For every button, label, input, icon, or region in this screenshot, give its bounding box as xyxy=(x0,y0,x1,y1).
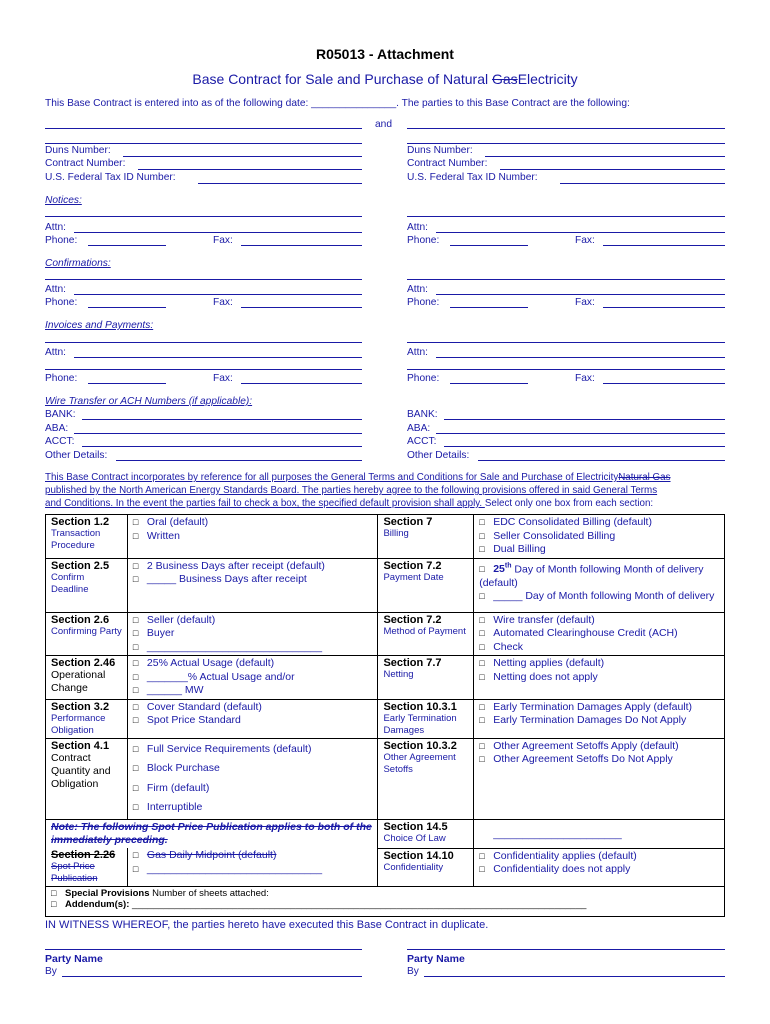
etd-not-apply-option[interactable]: □ Early Termination Damages Do Not Apply xyxy=(479,714,687,726)
checkbox-icon[interactable]: □ xyxy=(132,530,139,541)
invoices-a-phone-field[interactable] xyxy=(88,383,166,384)
section-14-5-cell: Section 14.5 Choice Of Law xyxy=(378,819,474,848)
notices-b-fax-label: Fax: xyxy=(575,235,595,246)
checkbox-icon[interactable]: □ xyxy=(479,658,485,668)
notices-a-fax-field[interactable] xyxy=(241,245,362,246)
confirmations-b-attn-field[interactable] xyxy=(436,294,725,295)
invoices-b-phone-label: Phone: xyxy=(407,373,440,384)
checkbox-icon[interactable]: □ xyxy=(132,658,139,668)
notices-a-phone-field[interactable] xyxy=(88,245,166,246)
checkbox-icon[interactable]: □ xyxy=(132,628,139,638)
wire-a-bank-field[interactable] xyxy=(82,419,362,420)
section-10-3-1-cell: Section 10.3.1 Early Termination Damages xyxy=(378,699,474,738)
checkbox-icon[interactable]: □ xyxy=(479,530,485,541)
party-a-address-line[interactable] xyxy=(45,143,362,144)
section-2-46-cell: Section 2.46 Operational Change xyxy=(46,656,128,700)
interruptible-option[interactable]: □ Interruptible xyxy=(133,798,373,818)
section-7-cell: Section 7 Billing xyxy=(378,515,474,559)
cover-standard-option[interactable]: □ Cover Standard (default) xyxy=(132,700,262,713)
confirmations-b-attn-label: Attn: xyxy=(407,284,428,295)
invoices-heading: Invoices and Payments: xyxy=(45,320,154,331)
notices-a-line[interactable] xyxy=(45,216,362,217)
block-purchase-option[interactable]: □ Block Purchase xyxy=(133,759,373,779)
confirmations-a-attn-label: Attn: xyxy=(45,284,66,295)
party-a-name-label: Party Name xyxy=(45,953,103,965)
buyer-option[interactable]: □ Buyer xyxy=(132,627,175,639)
party-a-signature-line[interactable] xyxy=(45,949,362,950)
incorporation-line-2: published by the North American Energy Standards Board. The parties hereby agree to the following provisions offered in said General Terms xyxy=(45,485,658,496)
table-row xyxy=(46,848,725,887)
checkbox-icon[interactable]: □ xyxy=(479,564,485,574)
notices-heading: Notices: xyxy=(45,195,82,206)
section-2-5-cell: Section 2.5 Confirm Deadline xyxy=(46,558,128,612)
checkbox-icon[interactable]: □ xyxy=(479,517,485,527)
section-7-7-cell: Section 7.7 Netting xyxy=(378,656,474,700)
checkbox-icon[interactable]: □ xyxy=(132,782,139,793)
party-b-duns-label: Duns Number: xyxy=(407,145,473,156)
invoices-a-phone-label: Phone: xyxy=(45,373,78,384)
wire-a-other-field[interactable] xyxy=(116,460,362,461)
checkbox-icon[interactable]: □ xyxy=(132,574,139,584)
edc-billing-option[interactable]: □ EDC Consolidated Billing (default) xyxy=(479,516,652,528)
usage-25-option[interactable]: □ 25% Actual Usage (default) xyxy=(132,657,275,669)
checkbox-icon[interactable]: □ xyxy=(479,754,485,764)
checkbox-icon[interactable]: □ xyxy=(132,802,139,812)
wire-a-acct-label: ACCT: xyxy=(45,436,75,447)
document-subtitle: Base Contract for Sale and Purchase of Natural GasElectricity xyxy=(192,71,578,87)
notices-a-attn-field[interactable] xyxy=(74,232,362,233)
checkbox-icon[interactable]: □ xyxy=(132,517,139,527)
etd-apply-option[interactable]: □ Early Termination Damages Apply (default) xyxy=(479,700,693,713)
netting-applies-option[interactable]: □ Netting applies (default) xyxy=(479,657,605,669)
wire-b-acct-label: ACCT: xyxy=(407,436,437,447)
section-7-2-method-cell: Section 7.2 Method of Payment xyxy=(378,612,474,656)
wire-b-bank-label: BANK: xyxy=(407,409,438,420)
invoices-b-phone-field[interactable] xyxy=(450,383,528,384)
notices-b-line[interactable] xyxy=(407,216,725,217)
confirmations-a-fax-field[interactable] xyxy=(241,307,362,308)
table-row xyxy=(46,887,725,917)
party-a-tax-field[interactable] xyxy=(198,183,362,184)
section-2-26-cell: Section 2.26 Spot Price Publication xyxy=(46,848,128,887)
special-provisions-cell xyxy=(46,887,725,917)
invoices-a-attn-label: Attn: xyxy=(45,347,66,358)
table-row xyxy=(46,612,725,656)
check-option[interactable]: □ Check xyxy=(479,640,523,653)
party-a-tax-label: U.S. Federal Tax ID Number: xyxy=(45,172,176,183)
table-row xyxy=(46,656,725,700)
confirmations-b-fax-field[interactable] xyxy=(603,307,725,308)
party-b-tax-field[interactable] xyxy=(560,183,725,184)
usage-custom-option[interactable]: □ _______% Actual Usage and/or xyxy=(132,670,295,683)
firm-option[interactable]: □ Firm (default) xyxy=(133,779,373,799)
table-row xyxy=(46,699,725,738)
party-b-duns-field[interactable] xyxy=(485,156,725,157)
section-1-2-cell: Section 1.2 Transaction Procedure xyxy=(46,515,128,559)
confidentiality-not-apply-option[interactable]: □ Confidentiality does not apply xyxy=(479,863,631,875)
notices-a-phone-label: Phone: xyxy=(45,235,78,246)
invoices-b-fax-field[interactable] xyxy=(603,383,725,384)
confirmations-b-phone-field[interactable] xyxy=(450,307,528,308)
section-2-6-cell: Section 2.6 Confirming Party xyxy=(46,612,128,656)
notices-b-attn-field[interactable] xyxy=(436,232,725,233)
wire-b-aba-field[interactable] xyxy=(436,433,725,434)
checkbox-icon[interactable]: □ xyxy=(132,743,139,754)
special-provisions-option[interactable]: □ Special Provisions Number of sheets attached: xyxy=(51,888,269,899)
two-days-option[interactable]: □ 2 Business Days after receipt (default) xyxy=(132,559,325,572)
confirmations-a-phone-field[interactable] xyxy=(88,307,166,308)
checkbox-icon[interactable]: □ xyxy=(479,614,485,625)
party-a-name-line[interactable] xyxy=(45,128,362,129)
checkbox-icon[interactable]: □ xyxy=(479,740,485,751)
wire-a-acct-field[interactable] xyxy=(82,446,362,447)
checkbox-icon[interactable]: □ xyxy=(51,899,57,909)
full-service-option[interactable]: □ Full Service Requirements (default) xyxy=(133,740,373,760)
notices-a-attn-label: Attn: xyxy=(45,222,66,233)
confirmations-a-line[interactable] xyxy=(45,279,362,280)
section-10-3-2-cell: Section 10.3.2 Other Agreement Setoffs xyxy=(378,738,474,819)
checkbox-icon[interactable]: □ xyxy=(132,641,139,652)
dual-billing-option[interactable]: □ Dual Billing xyxy=(479,543,546,555)
confirmations-b-line[interactable] xyxy=(407,279,725,280)
table-row xyxy=(46,738,725,819)
party-a-duns-label: Duns Number: xyxy=(45,145,111,156)
confirmations-a-fax-label: Fax: xyxy=(213,297,233,308)
party-a-duns-field[interactable] xyxy=(123,156,362,157)
wire-a-other-label: Other Details: xyxy=(45,450,108,461)
choice-of-law-field[interactable]: ______________________ xyxy=(493,827,622,840)
checkbox-icon[interactable]: □ xyxy=(132,614,139,625)
section-4-1-cell: Section 4.1 Contract Quantity and Obligation xyxy=(46,738,128,819)
section-7-2-payment-date-cell: Section 7.2 Payment Date xyxy=(378,558,474,612)
checkbox-icon[interactable]: □ xyxy=(132,671,139,682)
checkbox-icon[interactable]: □ xyxy=(479,544,485,554)
checkbox-icon[interactable]: □ xyxy=(479,701,485,712)
wire-b-aba-label: ABA: xyxy=(407,423,431,434)
checkbox-icon[interactable]: □ xyxy=(132,701,139,712)
invoices-b-attn-label: Attn: xyxy=(407,347,428,358)
party-b-tax-label: U.S. Federal Tax ID Number: xyxy=(407,172,538,183)
mw-option[interactable]: □ ______ MW xyxy=(132,684,204,696)
checkbox-icon[interactable]: □ xyxy=(132,715,139,725)
table-row xyxy=(46,558,725,612)
confirmations-a-phone-label: Phone: xyxy=(45,297,78,308)
intro-text: This Base Contract is entered into as of the following date: _______________. The parties to this Base Contract are the following: xyxy=(45,98,630,109)
party-b-by-field[interactable] xyxy=(424,976,725,977)
confirmations-a-attn-field[interactable] xyxy=(74,294,362,295)
wire-a-aba-label: ABA: xyxy=(45,423,69,434)
party-a-by-label: By xyxy=(45,966,57,977)
incorporation-line-3: and Conditions. In the event the parties fail to check a box, the specified default provision shall apply. Select only one box from each section: xyxy=(45,498,654,509)
checkbox-icon[interactable]: □ xyxy=(479,591,485,601)
notices-b-fax-field[interactable] xyxy=(603,245,725,246)
notices-b-phone-label: Phone: xyxy=(407,235,440,246)
25th-day-option[interactable]: □ 25th Day of Month following Month of delivery (default) xyxy=(479,562,704,589)
written-option[interactable]: □ Written xyxy=(132,529,180,542)
invoices-a-line2[interactable] xyxy=(45,369,362,370)
notices-b-attn-label: Attn: xyxy=(407,222,428,233)
witness-text: IN WITNESS WHEREOF, the parties hereto have executed this Base Contract in duplicate. xyxy=(45,919,489,931)
spot-price-note-cell: Note: The following Spot Price Publication applies to both of the immediately preceding. xyxy=(46,819,378,848)
party-b-signature-line[interactable] xyxy=(407,949,725,950)
addendum-option[interactable]: □ Addendum(s): ______________________________________________________________________________________ xyxy=(51,899,587,910)
checkbox-icon[interactable]: □ xyxy=(479,628,485,638)
checkbox-icon[interactable]: □ xyxy=(479,864,485,874)
confirmations-b-fax-label: Fax: xyxy=(575,297,595,308)
wire-b-other-label: Other Details: xyxy=(407,450,470,461)
party-b-by-label: By xyxy=(407,966,419,977)
invoices-b-attn-field[interactable] xyxy=(436,357,725,358)
wire-b-acct-field[interactable] xyxy=(444,446,725,447)
confirmations-b-phone-label: Phone: xyxy=(407,297,440,308)
checkbox-icon[interactable]: □ xyxy=(479,850,485,861)
setoffs-not-apply-option[interactable]: □ Other Agreement Setoffs Do Not Apply xyxy=(479,753,673,765)
party-b-address-line[interactable] xyxy=(407,143,725,144)
wire-heading: Wire Transfer or ACH Numbers (if applicable): xyxy=(45,396,253,407)
checkbox-icon[interactable]: □ xyxy=(479,641,485,652)
notices-a-fax-label: Fax: xyxy=(213,235,233,246)
invoices-b-line2[interactable] xyxy=(407,369,725,370)
checkbox-icon[interactable]: □ xyxy=(132,850,139,860)
invoices-a-fax-label: Fax: xyxy=(213,373,233,384)
invoices-b-line[interactable] xyxy=(407,342,725,343)
checkbox-icon[interactable]: □ xyxy=(479,715,485,725)
checkbox-icon[interactable]: □ xyxy=(132,560,139,571)
document-title: R05013 - Attachment xyxy=(316,46,454,62)
spot-price-option[interactable]: □ Spot Price Standard xyxy=(132,714,241,726)
section-14-10-cell: Section 14.10 Confidentiality xyxy=(378,848,474,887)
invoices-a-line[interactable] xyxy=(45,342,362,343)
ach-option[interactable]: □ Automated Clearinghouse Credit (ACH) xyxy=(479,627,678,639)
checkbox-icon[interactable]: □ xyxy=(51,888,57,898)
wire-a-bank-label: BANK: xyxy=(45,409,76,420)
invoices-a-attn-field[interactable] xyxy=(74,357,362,358)
table-row xyxy=(46,819,725,848)
confirmations-heading: Confirmations: xyxy=(45,258,111,269)
party-b-contract-label: Contract Number: xyxy=(407,158,488,169)
custom-days-option[interactable]: □ _____ Business Days after receipt xyxy=(132,573,307,585)
party-b-name-label: Party Name xyxy=(407,953,465,965)
party-b-contract-field[interactable] xyxy=(500,169,725,170)
confidentiality-applies-option[interactable]: □ Confidentiality applies (default) xyxy=(479,849,637,862)
wire-option[interactable]: □ Wire transfer (default) xyxy=(479,613,595,626)
table-row xyxy=(46,515,725,559)
oral-option[interactable]: □ Oral (default) xyxy=(132,516,209,528)
and-label: and xyxy=(375,119,392,130)
incorporation-line-1: This Base Contract incorporates by reference for all purposes the General Terms and Conditions for Sale and Purchase of ElectricityNatural Gas xyxy=(45,472,671,483)
checkbox-icon[interactable]: □ xyxy=(479,671,485,682)
seller-option[interactable]: □ Seller (default) xyxy=(132,613,216,626)
wire-b-other-field[interactable] xyxy=(478,460,725,461)
party-a-contract-label: Contract Number: xyxy=(45,158,126,169)
party-b-name-line[interactable] xyxy=(407,128,725,129)
checkbox-icon[interactable]: □ xyxy=(132,763,139,773)
wire-a-aba-field[interactable] xyxy=(74,433,362,434)
gas-daily-option[interactable]: □ Gas Daily Midpoint (default) xyxy=(132,849,277,861)
setoffs-apply-option[interactable]: □ Other Agreement Setoffs Apply (default) xyxy=(479,739,679,752)
invoices-b-fax-label: Fax: xyxy=(575,373,595,384)
party-a-contract-field[interactable] xyxy=(138,169,362,170)
party-a-by-field[interactable] xyxy=(62,976,362,977)
checkbox-icon[interactable]: □ xyxy=(132,685,139,695)
provisions-table xyxy=(45,514,725,917)
netting-not-apply-option[interactable]: □ Netting does not apply xyxy=(479,670,598,683)
section-3-2-cell: Section 3.2 Performance Obligation xyxy=(46,699,128,738)
invoices-a-fax-field[interactable] xyxy=(241,383,362,384)
wire-b-bank-field[interactable] xyxy=(444,419,725,420)
other-publication-option[interactable]: □ ______________________________ xyxy=(132,862,323,875)
other-party-option[interactable]: □ ______________________________ xyxy=(132,640,323,653)
checkbox-icon[interactable]: □ xyxy=(132,863,139,874)
notices-b-phone-field[interactable] xyxy=(450,245,528,246)
seller-billing-option[interactable]: □ Seller Consolidated Billing xyxy=(479,529,616,542)
custom-day-option[interactable]: □ _____ Day of Month following Month of delivery xyxy=(479,590,715,602)
